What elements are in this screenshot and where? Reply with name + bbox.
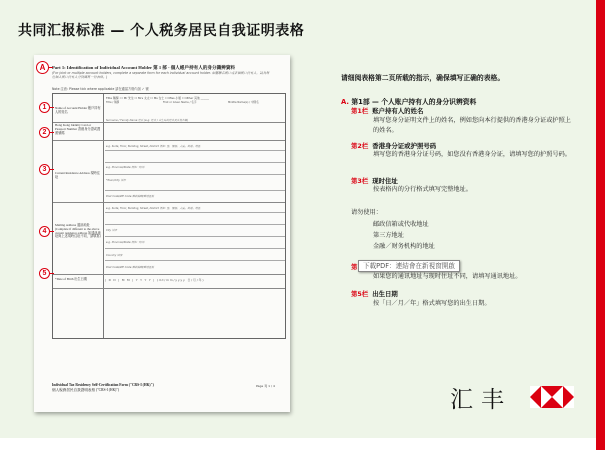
section-a-title: 第1部 — 个人账户持有人的身分识辨资料 xyxy=(351,98,477,106)
do-not-use-label: 请勿使用： xyxy=(351,209,382,216)
row-label-mailing: Mailing Address 通訊地址 (Complete if different to the above current residence address 如通訊地址與上述現時住址不同，請填寫) xyxy=(55,223,101,239)
form-footer-subtitle: 個人稅務居民自我證明表格 ("CRS-I (HK)") xyxy=(52,387,120,392)
row-label-residence: Current Residence Address 現時住址 xyxy=(55,171,101,179)
field-5-heading: 第5栏 出生日期 xyxy=(351,290,398,298)
intro-text: 请细阅表格第二页所载的指示，确保填写正确的表格。 xyxy=(341,74,505,82)
form-note: Note 注意: Please tick where applicable 請在適當方格內加 ✓ 號 xyxy=(52,87,149,91)
do-not-use-item-1: 邮政信箱或代收地址 xyxy=(373,221,429,228)
brand-strip xyxy=(596,0,605,450)
form-part-subtitle: (For joint or multiple account holders, complete a separate form for each individual account holder. 如屬聯名帳戶或多個帳戶持有人，請為每位個人帳戶持有人分別填寫一份表格。) xyxy=(52,71,270,79)
hint-addr1-mailing: e.g. Suite, Floor, Building, Street, District 例如: 室、樓層、大廈、街道、地區 xyxy=(106,207,201,210)
section-a-heading xyxy=(341,96,476,106)
field-3-desc: 按表格内的分行格式填写完整地址。 xyxy=(373,186,472,193)
marker-1: 1 xyxy=(39,102,50,113)
field-4-desc: 如果您的通讯地址与现时住址不同，请填写通讯地址。 xyxy=(373,273,522,280)
do-not-use-item-3: 金融／财务机构的地址 xyxy=(373,243,435,250)
marker-2: 2 xyxy=(39,127,50,138)
section-marker-a: A xyxy=(36,61,49,74)
form-grid xyxy=(52,93,286,339)
name-col-3: Middle Name(s) / 中間名 xyxy=(228,101,259,104)
bottom-band xyxy=(0,438,605,450)
row-label-name: Name of Account Holder 帳戶持有人的姓名 xyxy=(55,106,101,114)
marker-5: 5 xyxy=(39,268,50,279)
field-3-heading: 第3栏 现时住址 xyxy=(351,177,398,185)
dob-boxes: | D D | M M | Y Y Y Y | (dd/mm/yyyy 日/月/年) xyxy=(105,278,205,282)
title-row: Title 稱謂: ☐ Mr 先生 ☐ Mrs 太太 ☐ Ms 女士 ☐ Miss 小姐 ☐ Other 其他 ______ xyxy=(106,96,210,100)
hint-country: Country 國家 xyxy=(106,254,123,257)
hint-province-mailing: e.g. Province/State 例如: 省/州 xyxy=(106,241,145,244)
do-not-use-item-2: 第三方地址 xyxy=(373,232,404,239)
row-label-hkid: Hong Kong Identity Card or Passport Number 香港身分證或護照號碼 xyxy=(55,123,101,135)
field-2-desc: 填写您的香港身分证号码，如您没有香港身分证，请填写您的护照号码。 xyxy=(373,151,571,158)
row-label-dob: *Date of Birth 出生日期 xyxy=(55,277,87,281)
hint-town: *Town/City 城市 xyxy=(106,179,126,182)
hint-province: e.g. Province/State 例如: 省/州 xyxy=(106,166,145,169)
form-footer xyxy=(52,383,154,392)
form-sample xyxy=(34,55,290,412)
hsbc-chinese-logo: 汇丰 xyxy=(450,387,512,413)
field-2-heading: 第2栏 香港身分证或护照号码 xyxy=(351,142,437,150)
hsbc-hexagon-logo-icon xyxy=(530,386,574,408)
marker-3: 3 xyxy=(39,164,50,175)
form-part-title: Part 1: Identification of Individual Account Holder 第 1 部 - 個人帳戶持有人的身分識辨資料 xyxy=(52,65,236,70)
hint-addr1: e.g. Suite, Floor, Building, Street, District 例如: 室、樓層、大廈、街道、地區 xyxy=(106,145,201,148)
hint-surname: Surname / Family Name 姓氏 (e.g. 姓名 / 出生時的姓名及其他名稱) xyxy=(106,119,189,122)
field-1-heading: 第1栏 账户持有人的姓名 xyxy=(351,107,424,115)
form-footer-title: Individual Tax Residency Self-Certification Form ("CRS-I (HK)") xyxy=(52,383,154,387)
page-title: 共同汇报标准 — 个人税务居民自我证明表格 xyxy=(18,23,305,39)
hint-postcode: Post Code/ZIP Code 郵政編碼/郵遞區號 xyxy=(106,195,154,198)
pdf-download-tooltip[interactable]: 下載PDF：連結會在新視窗開啟 xyxy=(358,260,460,272)
name-col-2: First or Given Name / 名字 xyxy=(163,101,197,104)
marker-4: 4 xyxy=(39,226,50,237)
field-1-desc: 填写您身分证明文件上的姓名，例如您向本行提供的香港身分证或护照上的姓名。 xyxy=(373,117,571,134)
name-col-1: Title / 稱謂 xyxy=(106,101,120,104)
section-a-prefix: A. xyxy=(341,98,349,106)
hint-city: City 城市 xyxy=(106,229,118,232)
field-5-desc: 按「日／月／年」格式填写您的出生日期。 xyxy=(373,300,491,307)
form-page-label: Page 頁 1 / 4 xyxy=(256,384,275,388)
hint-postcode-mailing: Post Code/ZIP Code 郵政編碼/郵遞區號 xyxy=(106,266,154,269)
field-4-number: 第 xyxy=(351,263,358,271)
